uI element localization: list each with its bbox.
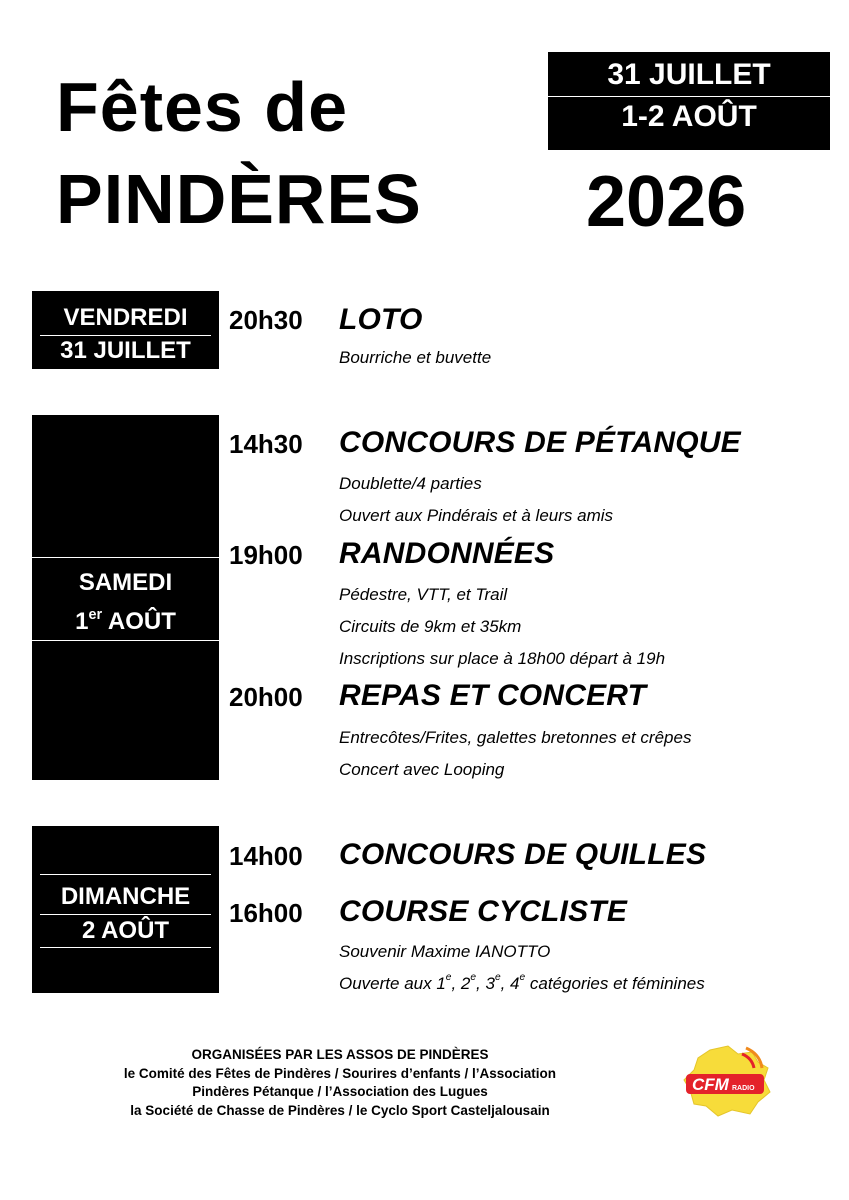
event-time: 16h00 (229, 898, 303, 928)
logo-text: CFM (692, 1075, 729, 1094)
organisers-line-3: Pindères Pétanque / l’Association des Lugues (192, 1084, 488, 1099)
title-line-1: Fêtes de (56, 68, 348, 146)
event-detail-categories: Ouverte aux 1e, 2e, 3e, 4e catégories et féminines (339, 972, 705, 993)
day-label-friday-line1: VENDREDI (63, 304, 188, 331)
cfm-radio-logo (680, 1044, 774, 1118)
event-detail: Pédestre, VTT, et Trail (339, 585, 508, 604)
event-title: COURSE CYCLISTE (339, 895, 628, 928)
day-box-saturday (32, 415, 219, 780)
organisers-line-4: la Société de Chasse de Pindères / le Cyclo Sport Casteljalousain (130, 1102, 550, 1118)
day-label-sunday-line1: DIMANCHE (60, 883, 191, 910)
event-detail: Doublette/4 parties (339, 474, 482, 493)
cfm-map-icon (680, 1044, 774, 1118)
organisers-block (40, 1046, 640, 1120)
event-title: LOTO (339, 303, 423, 336)
event-title: REPAS ET CONCERT (339, 679, 647, 712)
day-box-friday (32, 291, 219, 369)
event-detail: Circuits de 9km et 35km (339, 617, 522, 636)
event-time: 20h30 (229, 305, 303, 335)
title-line-2: PINDÈRES (56, 160, 422, 238)
event-time: 14h00 (229, 841, 303, 871)
organisers-line-2: le Comité des Fêtes de Pindères / Sourires d’enfants / l’Association (123, 1065, 557, 1081)
event-detail: Ouvert aux Pindérais et à leurs amis (339, 506, 614, 525)
event-title: CONCOURS DE QUILLES (339, 838, 707, 871)
dates-box (548, 52, 830, 150)
dates-line-1: 31 JUILLET (607, 58, 771, 91)
event-time: 20h00 (229, 682, 303, 712)
day-box-sunday (32, 826, 219, 993)
dates-line-2: 1-2 AOÛT (621, 100, 757, 133)
day-label-sunday-line2: 2 AOÛT (81, 917, 170, 944)
event-detail: Entrecôtes/Frites, galettes bretonnes et crêpes (339, 728, 692, 747)
logo-subtext: RADIO (732, 1085, 755, 1092)
day-label-friday-line2: 31 JUILLET (60, 337, 191, 364)
day-label-saturday-line2: 1er AOÛT (75, 607, 176, 635)
event-title: RANDONNÉES (339, 537, 555, 570)
event-title: CONCOURS DE PÉTANQUE (339, 426, 741, 459)
event-time: 19h00 (229, 540, 303, 570)
organisers-line-1: ORGANISÉES PAR LES ASSOS DE PINDÈRES (191, 1047, 489, 1062)
event-detail: Inscriptions sur place à 18h00 départ à 19h (339, 649, 666, 668)
event-detail: Bourriche et buvette (339, 348, 492, 367)
day-label-saturday-line1: SAMEDI (78, 569, 173, 596)
event-detail: Souvenir Maxime IANOTTO (339, 942, 551, 961)
event-time: 14h30 (229, 429, 303, 459)
event-detail: Concert avec Looping (339, 760, 505, 779)
year: 2026 (586, 162, 747, 242)
